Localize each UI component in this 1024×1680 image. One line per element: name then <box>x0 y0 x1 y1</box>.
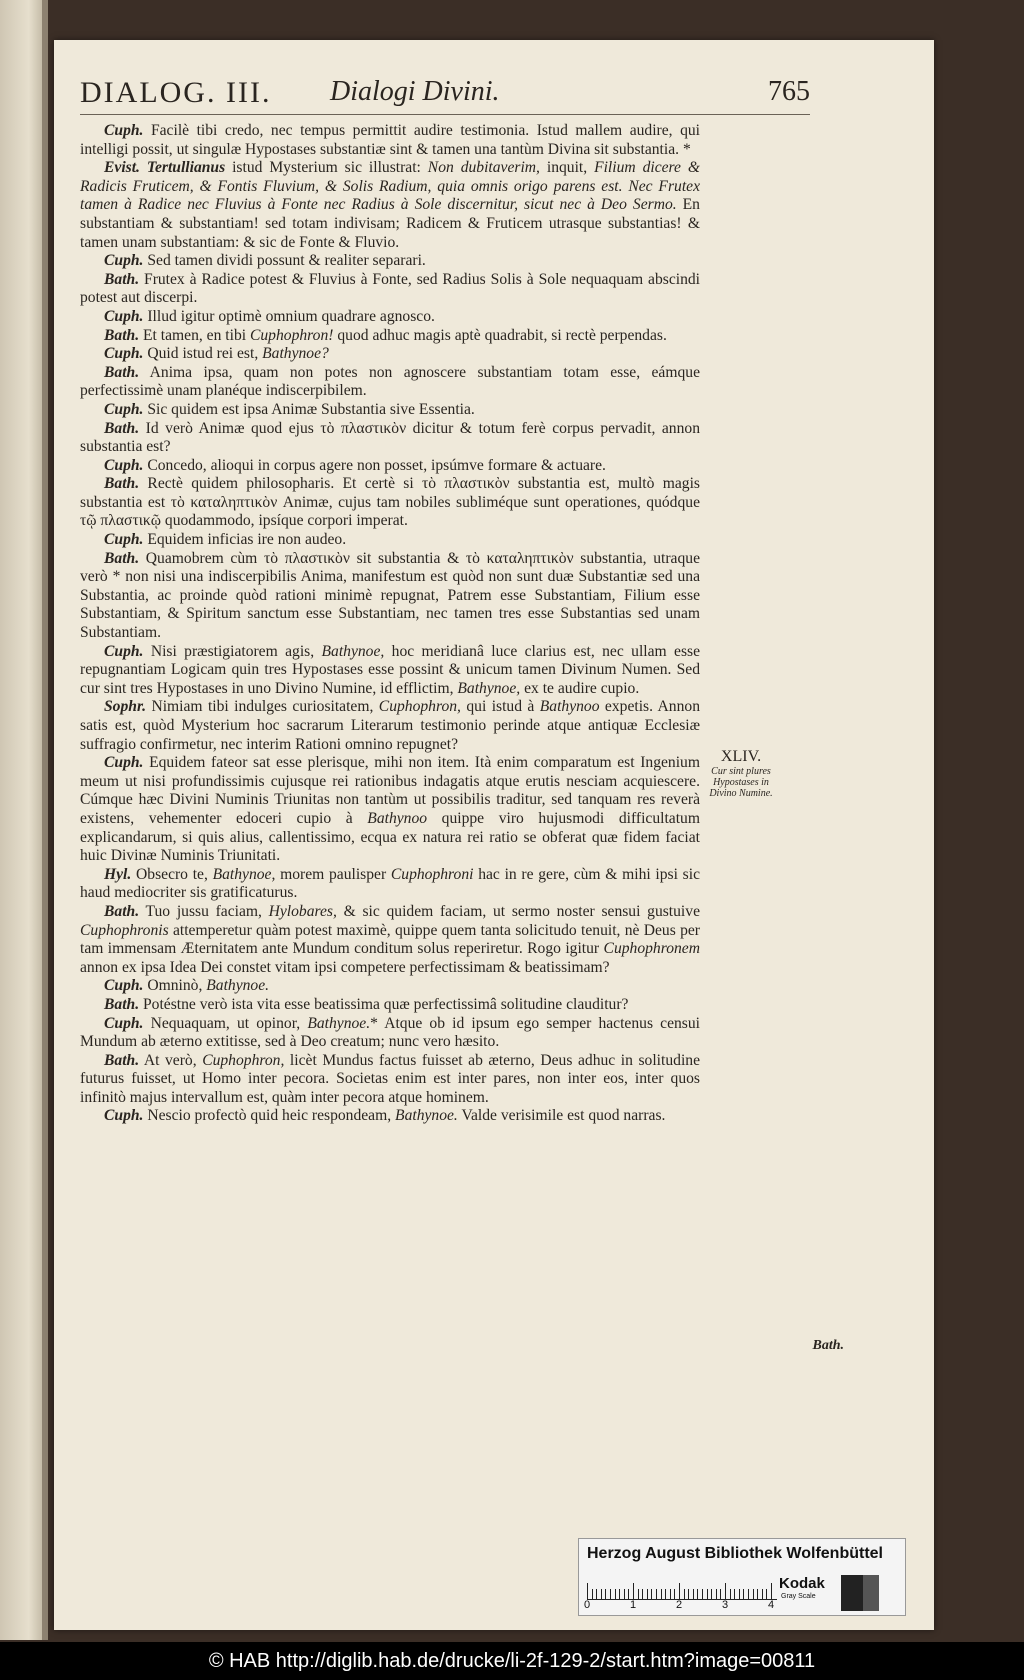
ruler-number: 3 <box>722 1599 729 1611</box>
text-run: Facilè tibi credo, nec tempus permittit audire testimonia. Istud mallem audire, qui intelligi possit, ut singulæ Hypostases substantiæ sint & tamen una tantùm Divina sit substantia. * <box>80 122 700 158</box>
ruler-tick <box>638 1589 639 1599</box>
dialogue-paragraph <box>80 1107 700 1126</box>
italic-text: Bathynoe, <box>321 642 385 660</box>
left-page-edge <box>0 0 48 1640</box>
ruler-tick <box>707 1589 708 1599</box>
ruler-tick <box>619 1589 620 1599</box>
text-run: Valde verisimile est quod narras. <box>457 1107 666 1125</box>
dialogue-paragraph <box>80 252 700 271</box>
ruler-tick <box>697 1589 698 1599</box>
speaker-label: Cuph. <box>104 252 144 270</box>
speaker-label: Cuph. <box>104 307 144 325</box>
text-run: licèt Mundus factus fuisset ab æterno, Deus adhuc in solitudine futurus fuisset, ut Homo inter pecora. Societas enim est inter pares, non inter eos, inter quos infinitò majus intervallum est, quàm inter pecora atque hominem. <box>80 1051 700 1106</box>
speaker-label: Bath. <box>104 270 140 288</box>
ruler-tick <box>739 1589 740 1599</box>
text-run: quippe viro hujusmodi difficultatum explicandarum, si quis alius, callentissimo, ecqua ex natura rei ratio se obferat quæ fidem faciat huic Divinæ Numinis Triunitati. <box>80 809 700 865</box>
italic-text: Bathynoe, <box>212 865 276 883</box>
speaker-label: Hyl. <box>104 865 132 883</box>
ruler-number: 2 <box>676 1599 683 1611</box>
italic-text: Bathynoe. <box>206 977 270 995</box>
ruler-tick <box>762 1589 763 1599</box>
ruler-tick <box>592 1589 593 1599</box>
italic-text: Cuphophronem <box>603 940 700 958</box>
ruler-tick <box>711 1589 712 1599</box>
ruler-tick <box>656 1589 657 1599</box>
dialogue-paragraph <box>80 550 700 643</box>
italic-text: Cuphophronis <box>80 921 169 939</box>
margin-note <box>706 748 776 799</box>
ruler-tick <box>601 1589 602 1599</box>
ruler-tick <box>716 1589 717 1599</box>
gray-swatch-mid <box>863 1575 879 1611</box>
ruler-number: 4 <box>768 1599 775 1611</box>
dialogue-paragraph <box>80 420 700 457</box>
footer-url[interactable]: © HAB http://diglib.hab.de/drucke/li-2f-129-2/start.htm?image=00811 <box>0 1642 1024 1680</box>
text-run: Equidem inficias ire non audeo. <box>143 531 347 549</box>
italic-text: Hylobares, <box>268 902 337 920</box>
text-run: Obsecro te, <box>131 865 213 883</box>
ruler-tick <box>651 1589 652 1599</box>
text-run: Id verò Animæ quod ejus τὸ πλαστικὸν dicitur & totum ferè corpus pervadit, annon substantia est? <box>80 419 700 456</box>
speaker-label: Bath. <box>104 549 140 567</box>
color-card <box>578 1538 906 1616</box>
italic-text: Cuphophron, <box>202 1051 285 1069</box>
italic-text: Cuphophron! <box>249 326 334 344</box>
ruler-tick <box>734 1589 735 1599</box>
ruler-tick <box>670 1589 671 1599</box>
text-run: hac in re gere, cùm & mihi ipsi sic haud mediocriter sis gratificaturus. <box>80 865 701 902</box>
italic-text: Bathynoe, <box>457 679 521 697</box>
ruler-tick <box>743 1589 744 1599</box>
speaker-label: Cuph. <box>104 531 144 549</box>
dialogue-paragraph <box>80 401 700 420</box>
speaker-label: Cuph. <box>104 977 144 995</box>
text-run: At verò, <box>139 1051 203 1069</box>
text-run: quod adhuc magis aptè quadrabit, si rectè perpendas. <box>333 326 667 344</box>
text-run: Illud igitur optimè omnium quadrare agnosco. <box>143 307 435 325</box>
margin-note-number: XLIV. <box>720 748 762 765</box>
speaker-label: Bath. <box>104 995 140 1013</box>
ruler-number: 0 <box>584 1599 591 1611</box>
dialogue-paragraph <box>80 866 700 903</box>
text-run: Sic quidem est ipsa Animæ Substantia sive Essentia. <box>143 400 475 418</box>
ruler-tick <box>684 1589 685 1599</box>
dialogue-paragraph <box>80 308 700 327</box>
speaker-label: Bath. <box>104 902 140 920</box>
italic-text: Bathynoo <box>367 809 428 827</box>
ruler-tick <box>720 1589 721 1599</box>
dialogue-paragraph <box>80 754 700 866</box>
ruler-number: 1 <box>630 1599 637 1611</box>
speaker-label: Bath. <box>104 363 140 381</box>
dialogue-paragraph <box>80 977 700 996</box>
text-run: Nisi præstigiatorem agis, <box>143 642 322 660</box>
ruler-tick <box>693 1589 694 1599</box>
speaker-label: Cuph. <box>104 642 144 660</box>
text-run: ex te audire cupio. <box>520 679 640 697</box>
text-run: Equidem fateor sat esse plerisque, mihi non item. Ità enim comparatum est Ingenium meum ut nisi profundissimis cujusque rei rationibus indagatis atque erutis nesciam acquiescere. Cúmque hæc Divini Numinis Triunitas non tantùm ut possibilis traditur, sed tanquam res reverà existens, vehementer edoceri cupio à <box>80 754 700 827</box>
ruler-tick <box>587 1583 588 1599</box>
text-run: hoc meridianâ luce clarius est, nec ullam esse repugnantiam Logicam quin tres Hypostases esse possint & unicum tamen Divinum Numen. Sed cur sint tres Hypostases in uno Divino Numine, id efflictim, <box>80 642 701 697</box>
text-run: Quamobrem cùm τὸ πλαστικὸν sit substantia & τὸ καταληπτικὸν substantia, utraque verò * non nisi una indiscerpibilis Anima, manifestum est quòd non sunt duæ Substantiæ sed una Substantia, ac proinde quòd rationi minimè repugnat, Patrem esse Substantiam, Filium esse Substantiam, & Spiritum sanctum esse Substantiam, nec tamen tres esse Substantias sed unam Substantiam. <box>80 549 700 642</box>
ruler-tick <box>624 1589 625 1599</box>
speaker-label: Cuph. <box>104 754 144 772</box>
ruler-tick <box>679 1583 680 1599</box>
text-run: Quid istud rei est, <box>143 345 263 363</box>
text-run: Nimiam tibi indulges curiositatem, <box>146 698 379 716</box>
ruler-tick <box>610 1589 611 1599</box>
running-header <box>80 70 810 115</box>
page-number: 765 <box>768 76 810 107</box>
italic-text: Cuphophroni <box>390 865 474 883</box>
italic-text: Non dubitaverim, <box>427 159 540 177</box>
italic-text: Filium dicere & Radicis Fruticem, & Fontis Fluvium, & Solis Radium, quia omnis origo parens est. Nec Frutex tamen à Radice nec Fluvius à Fonte nec Radius à Sole discernitur, sicut nec à Deo Sermo. <box>80 159 700 214</box>
gray-swatch-dark <box>841 1575 863 1611</box>
dialogue-paragraph <box>80 475 700 531</box>
catchword: Bath. <box>812 1338 844 1353</box>
ruler-tick <box>688 1589 689 1599</box>
ruler-tick <box>702 1589 703 1599</box>
italic-text: Bathynoo <box>539 698 600 716</box>
card-subtitle: Gray Scale <box>781 1593 816 1600</box>
speaker-label: Cuph. <box>104 1107 144 1125</box>
dialogue-paragraph <box>80 698 700 754</box>
speaker-label: Evist. Tertullianus <box>104 159 226 177</box>
speaker-label: Bath. <box>104 1051 140 1069</box>
text-run: attemperetur quàm potest maximè, quippe quem tanta solicitudo tenuit, nè Deus per tam immensam Æternitatem ante Mundum conditum solus reperiretur. Rogo igitur <box>80 921 700 958</box>
text-run: Tuo jussu faciam, <box>139 902 269 920</box>
dialogue-paragraph <box>80 327 700 346</box>
speaker-label: Cuph. <box>104 1014 144 1032</box>
dialogue-paragraph <box>80 159 700 252</box>
ruler-tick <box>771 1583 772 1599</box>
scale-ruler <box>587 1573 777 1600</box>
italic-text: Bathynoe. <box>307 1014 371 1032</box>
text-run: Sed tamen dividi possunt & realiter separari. <box>143 252 426 270</box>
page-gutter <box>42 0 48 1640</box>
text-run: morem paulisper <box>275 865 391 883</box>
ruler-tick <box>748 1589 749 1599</box>
dialogue-paragraph <box>80 457 700 476</box>
dialogue-paragraph <box>80 643 700 699</box>
ruler-tick <box>647 1589 648 1599</box>
dialogue-paragraph <box>80 271 700 308</box>
text-run: * Atque ob id ipsum ego semper hactenus censui Mundum ab æterno extitisse, sed à Deo creatum; nunc vero hæsito. <box>80 1014 700 1051</box>
text-run: Concedo, alioqui in corpus agere non posset, ipsúmve formare & actuare. <box>143 456 606 474</box>
dialogue-paragraph <box>80 122 700 159</box>
ruler-tick <box>766 1589 767 1599</box>
text-run: Frutex à Radice potest & Fluvius à Fonte, sed Radius Solis à Sole nequaquam abscindi potest aut discerpi. <box>80 270 700 307</box>
ruler-tick <box>642 1589 643 1599</box>
ruler-tick <box>665 1589 666 1599</box>
ruler-tick <box>633 1583 634 1599</box>
text-run: inquit, <box>539 159 595 177</box>
ruler-tick <box>615 1589 616 1599</box>
ruler-tick <box>674 1589 675 1599</box>
text-run: Et tamen, en tibi <box>139 326 250 344</box>
text-run: Anima ipsa, quam non potes non agnoscere substantiam totam esse, eámque perfectissimè unam planéque indiscerpibilem. <box>80 363 700 400</box>
ruler-tick <box>661 1589 662 1599</box>
header-title: Dialogi Divini. <box>330 76 500 107</box>
text-run: En substantiam & substantiam! sed totam indivisam; Radicem & Fruticem utrasque substantias! & tamen unam substantiam: & sic de Fonte & Fluvio. <box>80 196 700 251</box>
dialogue-paragraph <box>80 364 700 401</box>
dialogue-paragraph <box>80 531 700 550</box>
card-title: Herzog August Bibliothek Wolfenbüttel <box>587 1545 883 1562</box>
italic-text: Bathynoe? <box>262 345 329 363</box>
text-run: Potéstne verò ista vita esse beatissima quæ perfectissimâ solitudine clauditur? <box>139 995 629 1013</box>
text-run: Nequaquam, ut opinor, <box>143 1014 308 1032</box>
text-run: expetis. Annon satis est, quòd Mysterium hoc sacrarum Literarum testimonio perinde atque antiquæ Ecclesiæ suffragio confirmetur, nec interim Rationi omnino repugnet? <box>80 698 700 753</box>
card-brand: Kodak <box>779 1575 825 1592</box>
text-run: Omninò, <box>143 977 207 995</box>
italic-text: Cuphophron, <box>378 698 461 716</box>
speaker-label: Cuph. <box>104 400 144 418</box>
dialogue-paragraph <box>80 903 700 977</box>
speaker-label: Cuph. <box>104 345 144 363</box>
speaker-label: Cuph. <box>104 456 144 474</box>
dialogue-paragraph <box>80 1015 700 1052</box>
speaker-label: Bath. <box>104 419 140 437</box>
ruler-tick <box>753 1589 754 1599</box>
ruler-tick <box>628 1589 629 1599</box>
header-dialog: DIALOG. III. <box>80 76 272 109</box>
margin-note-text: Cur sint plures Hypostases in Divino Numine. <box>709 766 773 799</box>
text-run: Rectè quidem philosopharis. Et certè si τὸ πλαστικὸν substantia est, multò magis substantia est τὸ καταληπτικὸν Animæ, cujus tam nobiles subliméque sunt operationes, quódque τῷ πλαστικῷ quodammodo, ipsíque corpori imperat. <box>80 475 700 530</box>
text-run: istud Mysterium sic illustrat: <box>225 159 428 177</box>
ruler-tick <box>605 1589 606 1599</box>
ruler-tick <box>725 1583 726 1599</box>
speaker-label: Bath. <box>104 475 140 493</box>
dialogue-paragraph <box>80 1052 700 1108</box>
speaker-label: Bath. <box>104 326 140 344</box>
text-run: Nescio profectò quid heic respondeam, <box>143 1107 396 1125</box>
text-run: qui istud à <box>460 698 540 716</box>
dialogue-paragraph <box>80 345 700 364</box>
speaker-label: Sophr. <box>104 698 147 716</box>
ruler-tick <box>596 1589 597 1599</box>
text-run: annon ex ipsa Idea Dei constet vitam ipsi competere perfectissimam & beatissimam? <box>80 958 610 976</box>
ruler-tick <box>757 1589 758 1599</box>
speaker-label: Cuph. <box>104 122 144 139</box>
dialogue-paragraph <box>80 996 700 1015</box>
dialogue-text <box>80 122 700 1126</box>
ruler-tick <box>730 1589 731 1599</box>
text-run: & sic quidem faciam, ut sermo noster sensui gustuive <box>336 902 700 920</box>
italic-text: Bathynoe. <box>395 1107 458 1125</box>
